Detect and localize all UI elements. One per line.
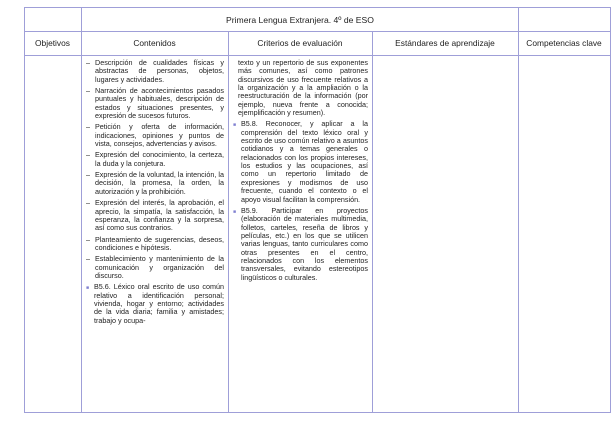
header-criterios: Criterios de evaluación: [257, 38, 343, 48]
criterios-cell: [233, 59, 368, 285]
col-line-2: [228, 31, 229, 412]
list-item: – Establecimiento y mantenimiento de la comunicación y organización del discurso.: [86, 254, 224, 280]
criterio-item: ■ B5.8. Reconocer, y aplicar a la comprensión del texto léxico oral y escrito de uso común relativo a asuntos cotidianos y a temas generales o relacionados con los propios intereses, los estudios y las ocupaciones, así como un repertorio limitado de expresiones y modismos de uso frecuente, cuando el contexto o el apoyo visual facilitan la comprensión.: [233, 119, 368, 204]
list-item: – Planteamiento de sugerencias, deseos, condiciones e hipótesis.: [86, 234, 224, 252]
header-contenidos: Contenidos: [133, 38, 176, 48]
square-bullet-icon: ■: [233, 122, 237, 129]
list-item: – Petición y oferta de información, indicaciones, opiniones y puntos de vista, consejos, advertencias y avisos.: [86, 122, 224, 149]
contenidos-cell: [86, 59, 224, 328]
list-item: – Narración de acontecimientos pasados puntuales y habituales, descripción de estados y situaciones presentes, y expresión de sucesos futuros.: [86, 86, 224, 121]
list-item: – Expresión de la voluntad, la intención, la decisión, la promesa, la orden, la autorización y la prohibición.: [86, 170, 224, 196]
list-item: – Expresión del interés, la aprobación, el aprecio, la simpatía, la satisfacción, la esperanza, la confianza y la sorpresa, así como sus contrarios.: [86, 198, 224, 233]
header-estandares: Estándares de aprendizaje: [395, 38, 495, 48]
criterio-item: ■ B5.9. Participar en proyectos (elaboración de materiales multimedia, folletos, carteles, reseña de libros y películas, etc.) en los que se utilicen varias lenguas, tanto curriculares como otras presentes en el centro, relacionados con los elementos transversales, evitando estereotipos lingüísticos o culturales.: [233, 205, 368, 282]
square-bullet-icon: ■: [86, 285, 90, 292]
list-item: – Descripción de cualidades físicas y abstractas de personas, objetos, lugares y actividades.: [86, 58, 224, 84]
square-bullet-icon: ■: [233, 208, 237, 215]
header-divider: [24, 31, 610, 32]
header-bottom-line: [24, 55, 610, 56]
header-objetivos: Objetivos: [35, 38, 70, 48]
col-line-1: [81, 7, 82, 412]
header-competencias: Competencias clave: [526, 38, 602, 48]
list-item: – Expresión del conocimiento, la certeza, la duda y la conjetura.: [86, 150, 224, 168]
col-line-3: [372, 31, 373, 412]
standard-item: ■ B5.6. Léxico oral escrito de uso común relativo a identificación personal; vivienda, hogar y entorno; actividades de la vida diaria; familia y amistades; trabajo y ocupa-: [86, 282, 224, 325]
col-line-4: [518, 7, 519, 412]
criterio-continuation: texto y un repertorio de sus exponentes más comunes, así como patrones discursivos de uso frecuente relativos a la organización y a la ampliación o la reestructuración de la información (por ejemplo, nueva frente a conocida; ejemplificación y resumen).: [238, 58, 368, 118]
table-title: Primera Lengua Extranjera. 4º de ESO: [226, 15, 374, 25]
